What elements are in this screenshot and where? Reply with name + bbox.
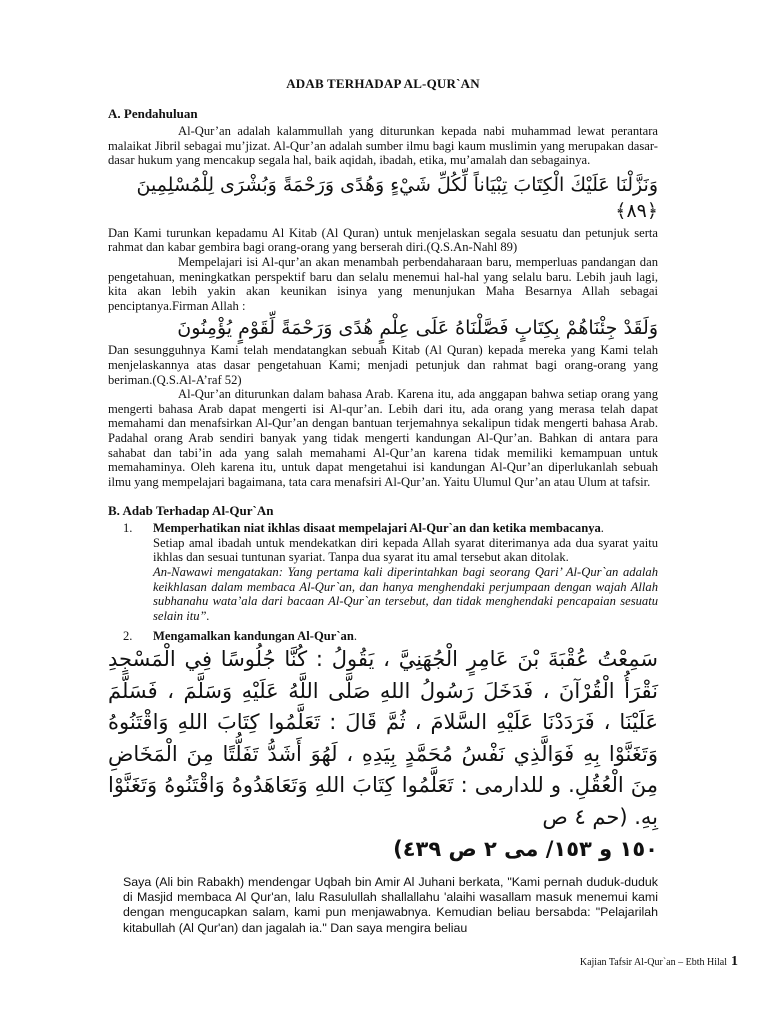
list-item: 1. Memperhatikan niat ikhlas disaat mempelajari Al-Qur`an dan ketika membacanya. Setiap amal ibadah untuk mendekatkan diri kepada Allah syarat diterimanya ada dua syarat yaitu ikhlas dan sesuai tuntunan syariat. Tanpa dua syarat itu amal tersebut akan ditolak. An-Nawawi mengatakan: Yang pertama kali diperintahkan bagi seorang Qari’ Al-Qur`an adalah keikhlasan dalam membaca Al-Qur`an, dan hanya menghendaki perjumpaan dengan wajah Allah subhanahu wata’ala dari bacaan Al-Qur`an tersebut, dan tidak menghendaki pencapaian sesuatu selain itu”. (108, 521, 658, 623)
page-number: 1 (731, 954, 738, 969)
section-a-paragraph-1: Al-Qur’an adalah kalammullah yang diturunkan kepada nabi muhammad lewat perantara malaikat Jibril sebagai mu’jizat. Al-Qur’an adalah sumber ilmu bagi kaum muslimin yang merupakan dasar-dasar hukum yang mencakup segala hal, baik aqidah, ibadah, etika, mu’amalah dan sebagainya. (108, 124, 658, 168)
list-number: 2. (123, 629, 133, 644)
translation-al-araf-52: Dan sesungguhnya Kami telah mendatangkan sebuah Kitab (Al Quran) kepada mereka yang Kami telah menjelaskannya atas dasar pengetahuan Kami; menjadi petunjuk dan rahmat bagi orang-orang yang beriman.(Q.S.Al-A’raf 52) (108, 343, 658, 387)
footer-text: Kajian Tafsir Al-Qur`an – Ebth Hilal (579, 957, 727, 968)
translation-an-nahl-89: Dan Kami turunkan kepadamu Al Kitab (Al Quran) untuk menjelaskan segala sesuatu dan petunjuk serta rahmat dan kabar gembira bagi orang-orang yang berserah diri.(Q.S.An-Nahl 89) (108, 225, 658, 255)
hadith-reference: ١٥٠ و ١٥٣/ مى ٢ ص ٤٣٩) (393, 837, 658, 862)
section-a-paragraph-2: Mempelajari isi Al-qur’an akan menambah perbendaharaan baru, memperluas pandangan dan pengetahuan, meningkatkan perspektif baru dan selalu menemui hal-hal yang selalu baru. Lebih jauh lagi, kita akan lebih yakin akan keunikan isinya yang menunjukan Maha Besarnya Allah sebagai penciptanya.Firman Allah : (108, 254, 658, 313)
item-1-quote: An-Nawawi mengatakan: Yang pertama kali diperintahkan bagi seorang Qari’ Al-Qur`an adalah keikhlasan dalam membaca Al-Qur`an, dan hanya menghendaki perjumpaan dengan wajah Allah subhanahu wata’ala dari bacaan Al-Qur`an tersebut, dan tidak menghendaki pencapaian sesuatu selain itu”. (153, 565, 658, 623)
list-number: 1. (123, 521, 133, 536)
list-item: 2. Mengamalkan kandungan Al-Qur`an. (108, 629, 658, 644)
section-a-heading: A. Pendahuluan (108, 106, 198, 121)
hadith-translation: Saya (Ali bin Rabakh) mendengar Uqbah bin Amir Al Juhani berkata, "Kami pernah duduk-duduk di Masjid membaca Al Qur'an, lalu Rasulullah shallallahu 'alaihi wasallam masuk menemui kami dengan mengucapkan salam, kami pun menjawabnya. Kemudian beliau bersabda: "Pelajarilah kitabullah (Al Qur'an) dan jagalah ia." Dan saya mengira beliau (123, 875, 658, 935)
page-footer (580, 954, 738, 970)
section-a-paragraph-3: Al-Qur’an diturunkan dalam bahasa Arab. Karena itu, ada anggapan bahwa setiap orang yang mengerti bahasa Arab dapat mengerti isi Al-qur’an. Lebih dari itu, ada orang yang merasa telah dapat memahami dan menafsirkan Al-Qur’an dengan bantuan terjemahnya sekalipun tidak mengerti bahasa Arab. Padahal orang Arab sendiri banyak yang tidak mengerti kandungan Al-Qur’an. Bahkan di antara para sahabat dan tabi’in ada yang salah memahami Al-Qur’an karena tidak memiliki kemampuan untuk memahaminya. Oleh karena itu, untuk dapat mengetahui isi kandungan Al-Qur’an diperlukanlah sebuah ilmu yang mempelajari bagaimana, tata cara menafsiri Al-Qur’an. Yaitu Ulumul Qur’an atau Ulum at tafsir. (108, 387, 658, 489)
section-b-heading: B. Adab Terhadap Al-Qur`An (108, 503, 274, 519)
document-title: ADAB TERHADAP AL-QUR`AN (286, 76, 480, 91)
hadith-arabic-text: سَمِعْتُ عُقْبَةَ بْنَ عَامِرٍ الْجُهَنِيَّ ، يَقُولُ : كُنَّا جُلُوسًا فِي الْمَسْجِدِ نَقْرَأُ الْقُرْآنَ ، فَدَخَلَ رَسُولُ اللهِ صَلَّى اللَّهُ عَلَيْهِ وَسَلَّمَ ، فَسَلَّمَ عَلَيْنَا ، فَرَدَدْنَا عَلَيْهِ السَّلامَ ، ثُمَّ قَالَ : تَعَلَّمُوا كِتَابَ اللهِ وَاقْتَنُوهُ وَتَغَنَّوْا بِهِ فَوَالَّذِي نَفْسُ مُحَمَّدٍ بِيَدِهِ ، لَهُوَ أَشَدُّ تَفَلُّتًا مِنَ الْمَخَاضِ مِنَ الْعُقُلِ. و للدارمى : تَعَلَّمُوا كِتَابَ اللهِ وَتَعَاهَدُوهُ وَاقْتَنُوهُ وَتَغَنَّوْا بِهِ. (حم ٤ ص (108, 647, 658, 829)
item-1-title: Memperhatikan niat ikhlas disaat mempelajari Al-Qur`an dan ketika membacanya (153, 521, 601, 536)
document-page (108, 70, 658, 936)
item-1-body: Setiap amal ibadah untuk mendekatkan diri kepada Allah syarat diterimanya ada dua syarat yaitu ikhlas dan sesuai tuntunan syariat. Tanpa dua syarat itu amal tersebut akan ditolak. (153, 535, 658, 565)
item-2-title: Mengamalkan kandungan Al-Qur`an (153, 629, 354, 644)
ayat-al-araf-52: وَلَقَدْ جِئْنَاهُمْ بِكِتَابٍ فَصَّلْنَاهُ عَلَى عِلْمٍ هُدًى وَرَحْمَةً لِّقَوْمٍ يُؤْمِنُونَ (177, 317, 658, 340)
adab-list (108, 521, 658, 644)
ayat-an-nahl-89: وَنَزَّلْنَا عَلَيْكَ الْكِتَابَ تِبْيَاناً لِّكُلِّ شَيْءٍ وَهُدًى وَرَحْمَةً وَبُشْرَى لِلْمُسْلِمِينَ ﴿٨٩﴾ (136, 173, 658, 222)
